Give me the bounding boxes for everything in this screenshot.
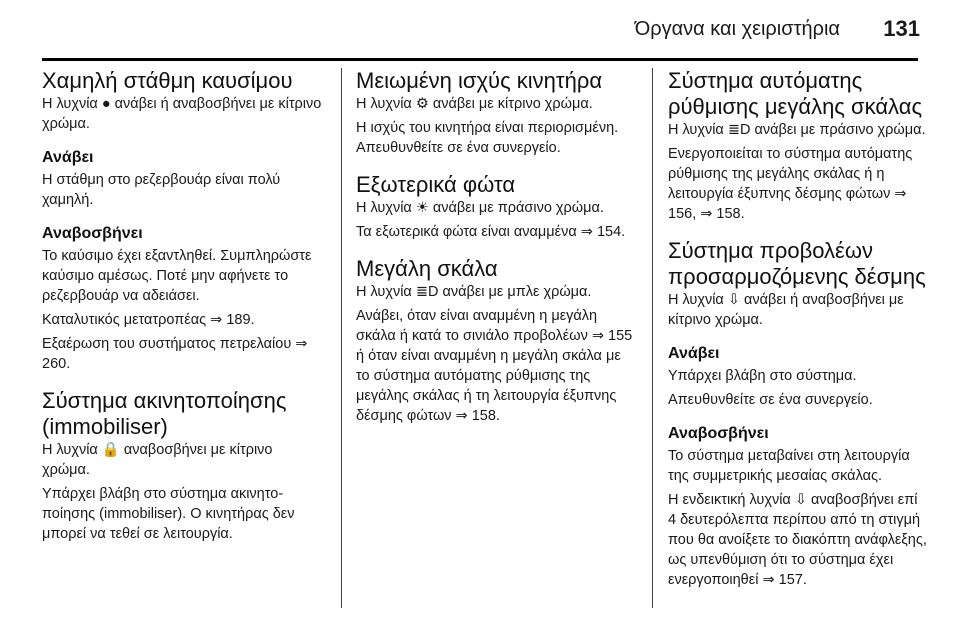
paragraph: Εξαέρωση του συστήματος πετρελαίου ⇒ 260. [42,336,308,372]
paragraph: Τα εξωτερικά φώτα είναι αναμμένα ⇒ 154. [356,224,626,240]
section-title: Χαμηλή στάθμη καυσίμου [42,68,293,93]
header-title: Όργανα και χειριστήρια [634,18,840,40]
paragraph: Ενεργοποιείται το σύστημα αυτόματης ρύθμισης της μεγάλης σκάλας ή η λειτουργία έξυπνης δέσμης φώτων ⇒ 156, ⇒ 158. [668,146,913,222]
paragraph: Η λυχνία ● ανάβει ή αναβοσβήνει με κίτρινο χρώμα. [42,96,322,132]
paragraph: Η λυχνία ≣D ανάβει με μπλε χρώμα. [356,284,592,300]
section-title: Μειωμένη ισχύς κινητήρα [356,68,603,93]
section-adaptive-headlights [668,238,928,590]
paragraph: Η ισχύς του κινητήρα είναι περιορισμένη. Απευθυνθείτε σε ένα συνεργείο. [356,120,619,156]
paragraph: Η λυχνία 🔒 αναβοσβήνει με κίτρινο χρώμα. [42,442,273,478]
paragraph: Η ενδεικτική λυχνία ⇩ αναβοσβήνει επί 4 δευτερόλεπτα περίπου από τη στιγμή που θα ανοίξετε το διακόπτη ανάφλεξης, ως υπενθύμιση ότι το σύστημα έχει ενεργοποιηθεί ⇒ 157. [668,492,927,588]
subsection-title: Ανάβει [668,345,720,362]
subsection-title: Αναβοσβήνει [668,425,769,442]
paragraph: Υπάρχει βλάβη στο σύστημα. [668,368,857,384]
column-divider [652,68,653,608]
subsection-title: Αναβοσβήνει [42,225,143,242]
section-title: Εξωτερικά φώτα [356,172,516,197]
section-title: Σύστημα ακινητοποίησης (immobiliser) [42,388,287,439]
paragraph: Η στάθμη στο ρεζερβουάρ είναι πολύ χαμηλή. [42,172,281,208]
paragraph: Η λυχνία ≣D ανάβει με πράσινο χρώμα. [668,122,926,138]
paragraph: Η λυχνία ⇩ ανάβει ή αναβοσβήνει με κίτρινο χρώμα. [668,292,904,328]
paragraph: Ανάβει, όταν είναι αναμμένη η μεγάλη σκάλα ή κατά το σινιάλο προβολέων ⇒ 155 ή όταν είναι αναμμένη η μεγάλη σκάλα με το σύστημα αυτόματης ρύθμισης της μεγάλης σκάλας ή τη λειτουργία έξυπνης δέσμης φώτων ⇒ 158. [356,308,633,424]
paragraph: Απευθυνθείτε σε ένα συνεργείο. [668,392,873,408]
column-middle [356,68,638,440]
section-reduced-power [356,68,638,158]
paragraph: Υπάρχει βλάβη στο σύστημα ακινητοποίησης (immobiliser). Ο κινητήρας δεν μπορεί να τεθεί σε λειτουργία. [42,486,295,542]
page-header [0,0,960,62]
column-right [668,68,928,604]
paragraph: Το καύσιμο έχει εξαντληθεί. Συμπληρώστε καύσιμο αμέσως. Ποτέ μην αφήνετε το ρεζερβουάρ να αδειάσει. [42,248,312,304]
paragraph: Καταλυτικός μετατροπέας ⇒ 189. [42,312,255,328]
section-title: Μεγάλη σκάλα [356,256,498,281]
section-title: Σύστημα προβολέων προσαρμοζόμενης δέσμης [668,238,926,289]
column-divider [341,68,342,608]
column-left [42,68,324,558]
section-exterior-lights [356,172,638,242]
section-auto-high-beam [668,68,928,224]
paragraph: Η λυχνία ☀ ανάβει με πράσινο χρώμα. [356,200,604,216]
section-high-beam [356,256,638,426]
header-divider [42,58,918,61]
paragraph: Το σύστημα μεταβαίνει στη λειτουργία της συμμετρικής μεσαίας σκάλας. [668,448,910,484]
page-number: 131 [883,16,920,41]
section-immobiliser [42,388,324,544]
paragraph: Η λυχνία ⚙ ανάβει με κίτρινο χρώμα. [356,96,593,112]
section-low-fuel [42,68,324,374]
section-title: Σύστημα αυτόματης ρύθμισης μεγάλης σκάλας [668,68,923,119]
subsection-title: Ανάβει [42,149,94,166]
